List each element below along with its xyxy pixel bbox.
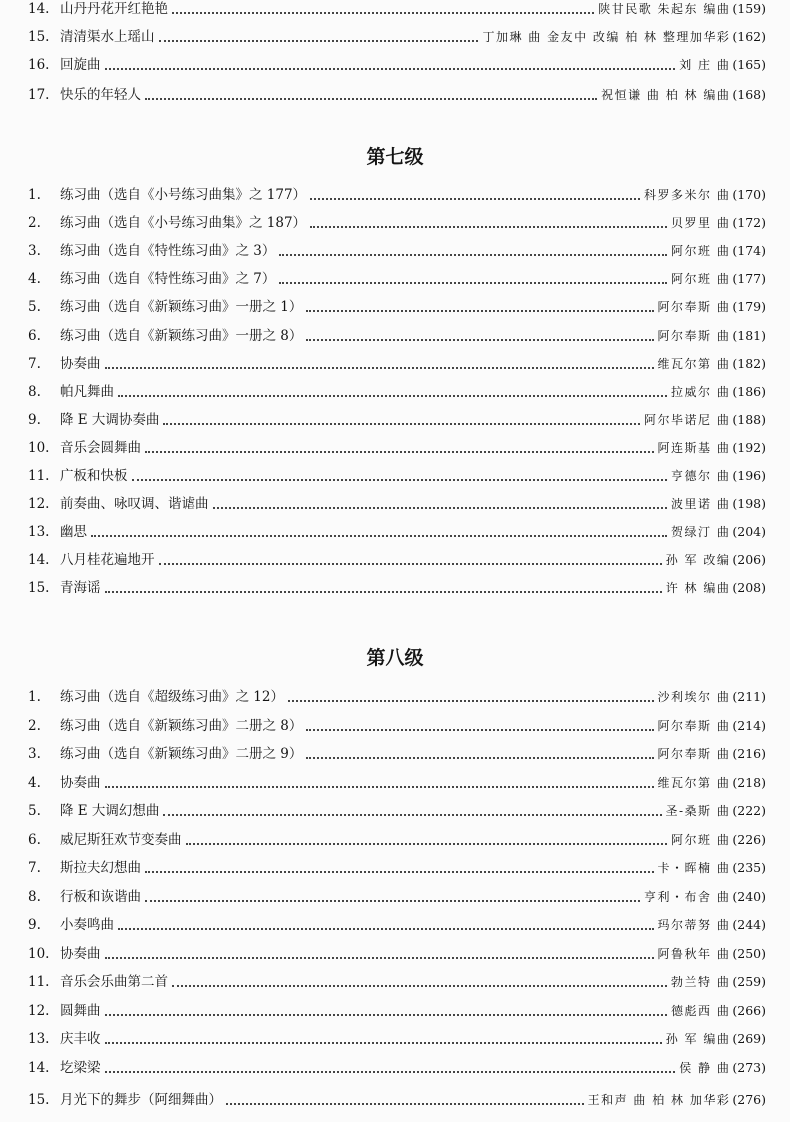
dot-leader xyxy=(159,40,479,42)
entry-number: 12. xyxy=(28,496,50,512)
entry-title: 协奏曲 xyxy=(60,356,101,372)
entry-credit: 王和声 曲 柏 林 加华彩 xyxy=(587,1093,731,1107)
dot-leader xyxy=(105,591,662,593)
entry-number: 5. xyxy=(28,803,41,819)
toc-entry[interactable] xyxy=(28,489,766,513)
entry-number: 3. xyxy=(28,746,41,762)
entry-title: 音乐会乐曲第二首 xyxy=(60,974,168,990)
entry-number: 6. xyxy=(28,832,41,848)
entry-number: 14. xyxy=(28,1060,50,1076)
entry-credit: 阿尔奉斯 曲 xyxy=(657,329,731,343)
entry-title: 山丹丹花开红艳艳 xyxy=(60,1,168,17)
dot-leader xyxy=(145,900,640,902)
entry-credit: 阿尔班 曲 xyxy=(671,833,731,847)
entry-page: (186) xyxy=(732,384,766,399)
entry-title: 练习曲（选自《新颖练习曲》二册之 8） xyxy=(60,718,303,734)
entry-title: 快乐的年轻人 xyxy=(60,87,141,103)
entry-page: (162) xyxy=(732,29,766,44)
entry-page: (244) xyxy=(732,917,766,932)
toc-entry[interactable] xyxy=(28,939,766,963)
entry-number: 15. xyxy=(28,580,50,596)
entry-number: 5. xyxy=(28,299,41,315)
entry-number: 11. xyxy=(28,468,50,484)
entry-credit: 阿连斯基 曲 xyxy=(657,441,731,455)
entry-title: 练习曲（选自《新颖练习曲》一册之 8） xyxy=(60,328,303,344)
entry-page: (226) xyxy=(732,832,766,847)
dot-leader xyxy=(172,985,667,987)
toc-entry[interactable] xyxy=(28,768,766,792)
entry-page: (269) xyxy=(732,1031,766,1046)
entry-page: (198) xyxy=(732,496,766,511)
entry-title: 小奏鸣曲 xyxy=(60,917,114,933)
toc-entry[interactable] xyxy=(28,405,766,429)
dot-leader xyxy=(91,535,667,537)
entry-title: 练习曲（选自《小号练习曲集》之 187） xyxy=(60,215,307,231)
entry-page: (179) xyxy=(732,299,766,314)
toc-entry[interactable] xyxy=(28,208,766,232)
entry-credit: 卡・晖楠 曲 xyxy=(657,861,731,875)
entry-credit: 阿尔班 曲 xyxy=(671,272,731,286)
entry-page: (250) xyxy=(732,946,766,961)
toc-entry[interactable] xyxy=(28,22,766,46)
entry-title: 音乐会圆舞曲 xyxy=(60,440,141,456)
dot-leader xyxy=(306,729,653,731)
entry-page: (276) xyxy=(732,1092,766,1107)
entry-credit: 孙 军 改编 xyxy=(665,553,731,567)
entry-title: 协奏曲 xyxy=(60,775,101,791)
dot-leader xyxy=(145,451,654,453)
toc-entry[interactable] xyxy=(28,545,766,569)
entry-number: 13. xyxy=(28,524,50,540)
entry-credit: 德彪西 曲 xyxy=(671,1004,731,1018)
entry-number: 1. xyxy=(28,187,41,203)
entry-page: (240) xyxy=(732,889,766,904)
entry-number: 6. xyxy=(28,328,41,344)
entry-title: 练习曲（选自《超级练习曲》之 12） xyxy=(60,689,284,705)
entry-title: 月光下的舞步（阿细舞曲） xyxy=(60,1092,222,1108)
entry-number: 9. xyxy=(28,412,41,428)
dot-leader xyxy=(279,282,667,284)
entry-page: (211) xyxy=(732,689,766,704)
toc-entry[interactable] xyxy=(28,825,766,849)
level-heading-7: 第七级 xyxy=(366,146,424,168)
dot-leader xyxy=(279,254,667,256)
entry-number: 15. xyxy=(28,29,50,45)
entry-number: 7. xyxy=(28,860,41,876)
dot-leader xyxy=(132,479,668,481)
entry-credit: 波里诺 曲 xyxy=(671,497,731,511)
toc-entry[interactable] xyxy=(28,349,766,373)
entry-credit: 丁加琳 曲 金友中 改编 柏 林 整理加华彩 xyxy=(482,30,731,44)
entry-page: (218) xyxy=(732,775,766,790)
toc-entry[interactable] xyxy=(28,1085,766,1109)
entry-number: 13. xyxy=(28,1031,50,1047)
entry-title: 庆丰收 xyxy=(60,1031,101,1047)
entry-title: 降 E 大调协奏曲 xyxy=(60,412,160,428)
toc-entry[interactable] xyxy=(28,573,766,597)
entry-number: 8. xyxy=(28,889,41,905)
entry-page: (208) xyxy=(732,580,766,595)
entry-title: 广板和快板 xyxy=(60,468,128,484)
dot-leader xyxy=(306,339,653,341)
dot-leader xyxy=(306,310,653,312)
entry-title: 帕凡舞曲 xyxy=(60,384,114,400)
entry-number: 1. xyxy=(28,689,41,705)
toc-entry[interactable] xyxy=(28,711,766,735)
entry-credit: 贝罗里 曲 xyxy=(671,216,731,230)
entry-page: (206) xyxy=(732,552,766,567)
entry-credit: 阿尔毕诺尼 曲 xyxy=(644,413,731,427)
entry-title: 练习曲（选自《特性练习曲》之 3） xyxy=(60,243,276,259)
entry-number: 2. xyxy=(28,718,41,734)
dot-leader xyxy=(163,423,640,425)
entry-credit: 科罗多米尔 曲 xyxy=(644,188,731,202)
entry-page: (170) xyxy=(732,187,766,202)
entry-page: (174) xyxy=(732,243,766,258)
entry-title: 前奏曲、咏叹调、谐谑曲 xyxy=(60,496,209,512)
toc-entry[interactable] xyxy=(28,236,766,260)
toc-entry[interactable] xyxy=(28,292,766,316)
entry-page: (192) xyxy=(732,440,766,455)
entry-title: 清清渠水上瑶山 xyxy=(60,29,155,45)
entry-title: 八月桂花遍地开 xyxy=(60,552,155,568)
entry-page: (214) xyxy=(732,718,766,733)
entry-credit: 陕甘民歌 朱起东 编曲 xyxy=(598,2,731,16)
entry-title: 圆舞曲 xyxy=(60,1003,101,1019)
entry-credit: 许 林 编曲 xyxy=(665,581,731,595)
entry-page: (168) xyxy=(732,87,766,102)
entry-credit: 拉威尔 曲 xyxy=(671,385,731,399)
dot-leader xyxy=(159,563,662,565)
dot-leader xyxy=(105,1071,676,1073)
toc-entry[interactable] xyxy=(28,967,766,991)
entry-credit: 圣-桑斯 曲 xyxy=(665,804,731,818)
entry-number: 14. xyxy=(28,1,50,17)
toc-entry[interactable] xyxy=(28,517,766,541)
toc-entry[interactable] xyxy=(28,264,766,288)
toc-entry[interactable] xyxy=(28,796,766,820)
entry-number: 4. xyxy=(28,775,41,791)
entry-title: 练习曲（选自《小号练习曲集》之 177） xyxy=(60,187,307,203)
dot-leader xyxy=(226,1103,584,1105)
entry-credit: 阿尔奉斯 曲 xyxy=(657,300,731,314)
entry-title: 练习曲（选自《特性练习曲》之 7） xyxy=(60,271,276,287)
toc-entry[interactable] xyxy=(28,882,766,906)
dot-leader xyxy=(118,928,654,930)
toc-entry[interactable] xyxy=(28,1053,766,1077)
entry-page: (182) xyxy=(732,356,766,371)
entry-page: (196) xyxy=(732,468,766,483)
entry-page: (273) xyxy=(732,1060,766,1075)
dot-leader xyxy=(213,507,668,509)
entry-number: 10. xyxy=(28,946,50,962)
dot-leader xyxy=(288,700,654,702)
entry-credit: 亨德尔 曲 xyxy=(671,469,731,483)
dot-leader xyxy=(186,843,668,845)
entry-title: 青海谣 xyxy=(60,580,101,596)
entry-title: 协奏曲 xyxy=(60,946,101,962)
toc-entry[interactable] xyxy=(28,80,766,104)
level-heading-8: 第八级 xyxy=(366,647,424,669)
entry-credit: 亨利・布舍 曲 xyxy=(644,890,731,904)
entry-page: (177) xyxy=(732,271,766,286)
entry-credit: 阿尔奉斯 曲 xyxy=(657,719,731,733)
entry-credit: 沙利埃尔 曲 xyxy=(657,690,731,704)
entry-credit: 贺绿汀 曲 xyxy=(671,525,731,539)
entry-page: (216) xyxy=(732,746,766,761)
dot-leader xyxy=(172,12,594,14)
entry-number: 9. xyxy=(28,917,41,933)
entry-credit: 侯 静 曲 xyxy=(679,1061,731,1075)
entry-number: 4. xyxy=(28,271,41,287)
dot-leader xyxy=(105,1014,668,1016)
entry-number: 3. xyxy=(28,243,41,259)
toc-entry[interactable] xyxy=(28,682,766,706)
entry-page: (235) xyxy=(732,860,766,875)
entry-number: 7. xyxy=(28,356,41,372)
entry-title: 练习曲（选自《新颖练习曲》一册之 1） xyxy=(60,299,303,315)
dot-leader xyxy=(105,957,654,959)
entry-number: 2. xyxy=(28,215,41,231)
toc-entry[interactable] xyxy=(28,377,766,401)
toc-entry[interactable] xyxy=(28,0,766,18)
entry-number: 10. xyxy=(28,440,50,456)
entry-title: 威尼斯狂欢节变奏曲 xyxy=(60,832,182,848)
toc-entry[interactable] xyxy=(28,910,766,934)
entry-credit: 阿尔奉斯 曲 xyxy=(657,747,731,761)
entry-page: (266) xyxy=(732,1003,766,1018)
entry-number: 8. xyxy=(28,384,41,400)
entry-page: (259) xyxy=(732,974,766,989)
entry-title: 练习曲（选自《新颖练习曲》二册之 9） xyxy=(60,746,303,762)
entry-page: (222) xyxy=(732,803,766,818)
dot-leader xyxy=(105,367,654,369)
dot-leader xyxy=(145,98,597,100)
entry-credit: 祝恒谦 曲 柏 林 编曲 xyxy=(601,88,731,102)
entry-page: (188) xyxy=(732,412,766,427)
entry-page: (165) xyxy=(732,57,766,72)
entry-credit: 孙 军 编曲 xyxy=(665,1032,731,1046)
entry-title: 圪梁梁 xyxy=(60,1060,101,1076)
entry-credit: 维瓦尔第 曲 xyxy=(657,776,731,790)
entry-title: 行板和诙谐曲 xyxy=(60,889,141,905)
toc-entry[interactable] xyxy=(28,739,766,763)
toc-entry[interactable] xyxy=(28,853,766,877)
entry-title: 幽思 xyxy=(60,524,87,540)
dot-leader xyxy=(118,395,667,397)
dot-leader xyxy=(310,198,640,200)
toc-entry[interactable] xyxy=(28,1024,766,1048)
entry-number: 15. xyxy=(28,1092,50,1108)
dot-leader xyxy=(105,68,676,70)
entry-number: 16. xyxy=(28,57,50,73)
entry-number: 14. xyxy=(28,552,50,568)
entry-credit: 玛尔蒂努 曲 xyxy=(657,918,731,932)
dot-leader xyxy=(306,757,653,759)
entry-credit: 勃兰特 曲 xyxy=(671,975,731,989)
entry-credit: 阿尔班 曲 xyxy=(671,244,731,258)
entry-page: (159) xyxy=(732,1,766,16)
entry-title: 降 E 大调幻想曲 xyxy=(60,803,160,819)
entry-number: 11. xyxy=(28,974,50,990)
dot-leader xyxy=(145,871,654,873)
entry-page: (181) xyxy=(732,328,766,343)
toc-entry[interactable] xyxy=(28,461,766,485)
entry-title: 回旋曲 xyxy=(60,57,101,73)
toc-entry[interactable] xyxy=(28,433,766,457)
dot-leader xyxy=(163,814,661,816)
toc-entry[interactable] xyxy=(28,180,766,204)
toc-entry[interactable] xyxy=(28,50,766,74)
toc-entry[interactable] xyxy=(28,321,766,345)
dot-leader xyxy=(105,786,654,788)
entry-number: 12. xyxy=(28,1003,50,1019)
entry-page: (204) xyxy=(732,524,766,539)
toc-entry[interactable] xyxy=(28,996,766,1020)
dot-leader xyxy=(105,1042,662,1044)
entry-page: (172) xyxy=(732,215,766,230)
entry-credit: 刘 庄 曲 xyxy=(679,58,731,72)
entry-credit: 阿鲁秋年 曲 xyxy=(657,947,731,961)
entry-credit: 维瓦尔第 曲 xyxy=(657,357,731,371)
dot-leader xyxy=(310,226,667,228)
entry-title: 斯拉夫幻想曲 xyxy=(60,860,141,876)
entry-number: 17. xyxy=(28,87,50,103)
